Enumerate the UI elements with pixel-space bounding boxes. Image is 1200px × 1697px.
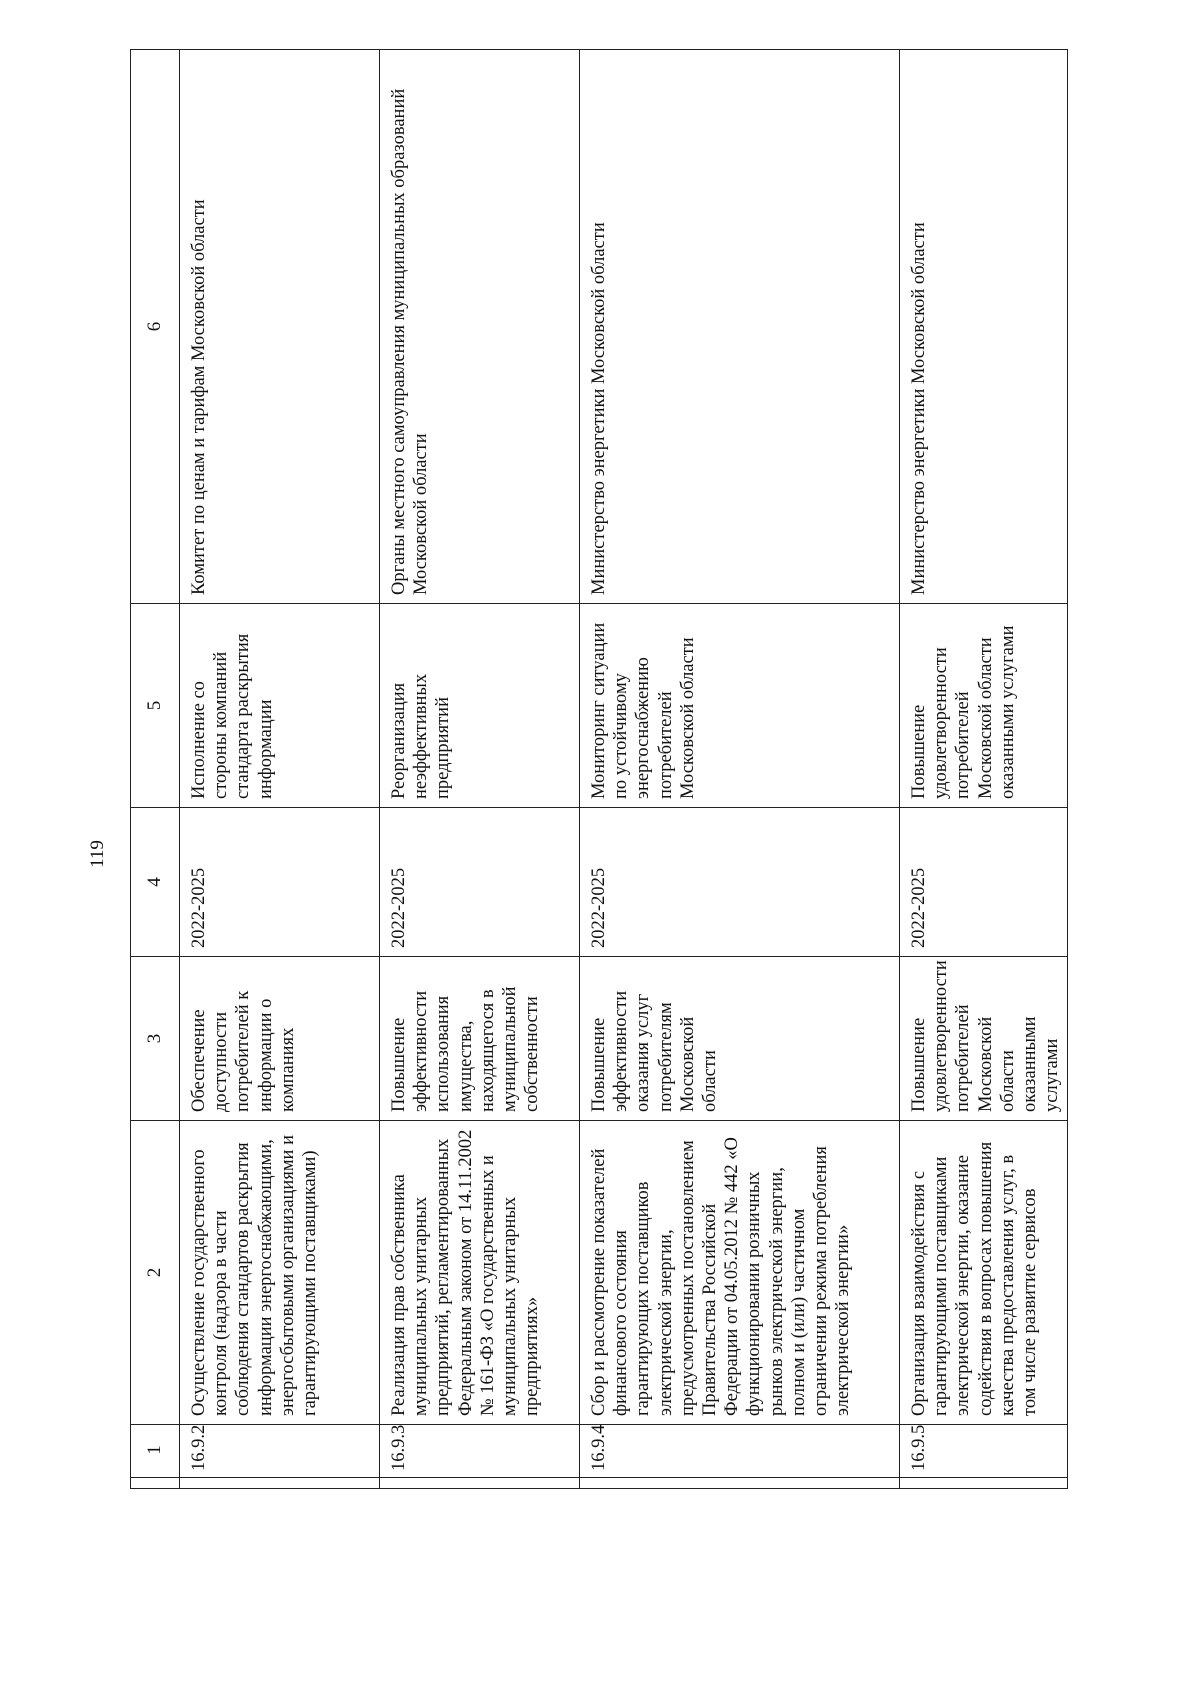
measure-cell: Реализация прав собственника муниципальных унитарных предприятий, регламентированных Федеральным законом от 14.11.2002 № 161-ФЗ «О государственных и муниципальных унитарных предприятиях» xyxy=(380,1121,580,1425)
goal-cell: Повышение эффективности использования имущества, находящегося в муниципальной собственности xyxy=(380,957,580,1121)
measures-table-rotated xyxy=(130,49,1063,1489)
measure-cell: Осуществление государственного контроля (надзора в части соблюдения стандартов раскрытия информации энергоснабжающими, энергосбытовыми организациями и гарантирующими поставщиками) xyxy=(180,1121,380,1425)
blank-cell xyxy=(900,1478,1068,1489)
result-cell: Исполнение со стороны компаний стандарта раскрытия информации xyxy=(180,604,380,808)
header-col-4: 4 xyxy=(131,808,180,957)
period-cell: 2022-2025 xyxy=(380,808,580,957)
result-cell: Повышение удовлетворенности потребителей Московской области оказанными услугами xyxy=(900,604,1068,808)
blank-cell xyxy=(380,1478,580,1489)
measures-table xyxy=(130,49,1068,1489)
result-cell: Мониторинг ситуации по устойчивому энергоснабжению потребителей Московской области xyxy=(580,604,900,808)
row-number: 16.9.2 xyxy=(180,1425,380,1478)
executor-cell: Министерство энергетики Московской области xyxy=(580,50,900,604)
header-col-2: 2 xyxy=(131,1121,180,1425)
table-header-row xyxy=(131,50,180,1489)
row-number: 16.9.3 xyxy=(380,1425,580,1478)
header-col-1: 1 xyxy=(131,1425,180,1478)
period-cell: 2022-2025 xyxy=(180,808,380,957)
blank-cell xyxy=(580,1478,900,1489)
page-number: 119 xyxy=(87,840,108,868)
goal-cell: Повышение эффективности оказания услуг потребителям Московской области xyxy=(580,957,900,1121)
header-col-5: 5 xyxy=(131,604,180,808)
row-number: 16.9.5 xyxy=(900,1425,1068,1478)
measure-cell: Организация взаимодействия с гарантирующими поставщиками электрической энергии, оказание содействия в вопросах повышения качества предоставления услуг, в том числе развитие сервисов xyxy=(900,1121,1068,1425)
period-cell: 2022-2025 xyxy=(900,808,1068,957)
table-row xyxy=(900,50,1068,1489)
executor-cell: Органы местного самоуправления муниципальных образований Московской области xyxy=(380,50,580,604)
blank-column-header xyxy=(131,1478,180,1489)
table-row xyxy=(180,50,380,1489)
blank-cell xyxy=(180,1478,380,1489)
row-number: 16.9.4 xyxy=(580,1425,900,1478)
table-row xyxy=(380,50,580,1489)
header-col-3: 3 xyxy=(131,957,180,1121)
executor-cell: Министерство энергетики Московской области xyxy=(900,50,1068,604)
table-row xyxy=(580,50,900,1489)
goal-cell: Повышение удовлетворенности потребителей Московской области оказанными услугами xyxy=(900,957,1068,1121)
executor-cell: Комитет по ценам и тарифам Московской области xyxy=(180,50,380,604)
period-cell: 2022-2025 xyxy=(580,808,900,957)
result-cell: Реорганизация неэффективных предприятий xyxy=(380,604,580,808)
goal-cell: Обеспечение доступности потребителей к информации о компаниях xyxy=(180,957,380,1121)
measure-cell: Сбор и рассмотрение показателей финансового состояния гарантирующих поставщиков электрической энергии, предусмотренных постановлением Правительства Российской Федерации от 04.05.2012 № 442 «О функционировании розничных рынков электрической энергии, полном и (или) частичном ограничении режима потребления электрической энергии» xyxy=(580,1121,900,1425)
header-col-6: 6 xyxy=(131,50,180,604)
